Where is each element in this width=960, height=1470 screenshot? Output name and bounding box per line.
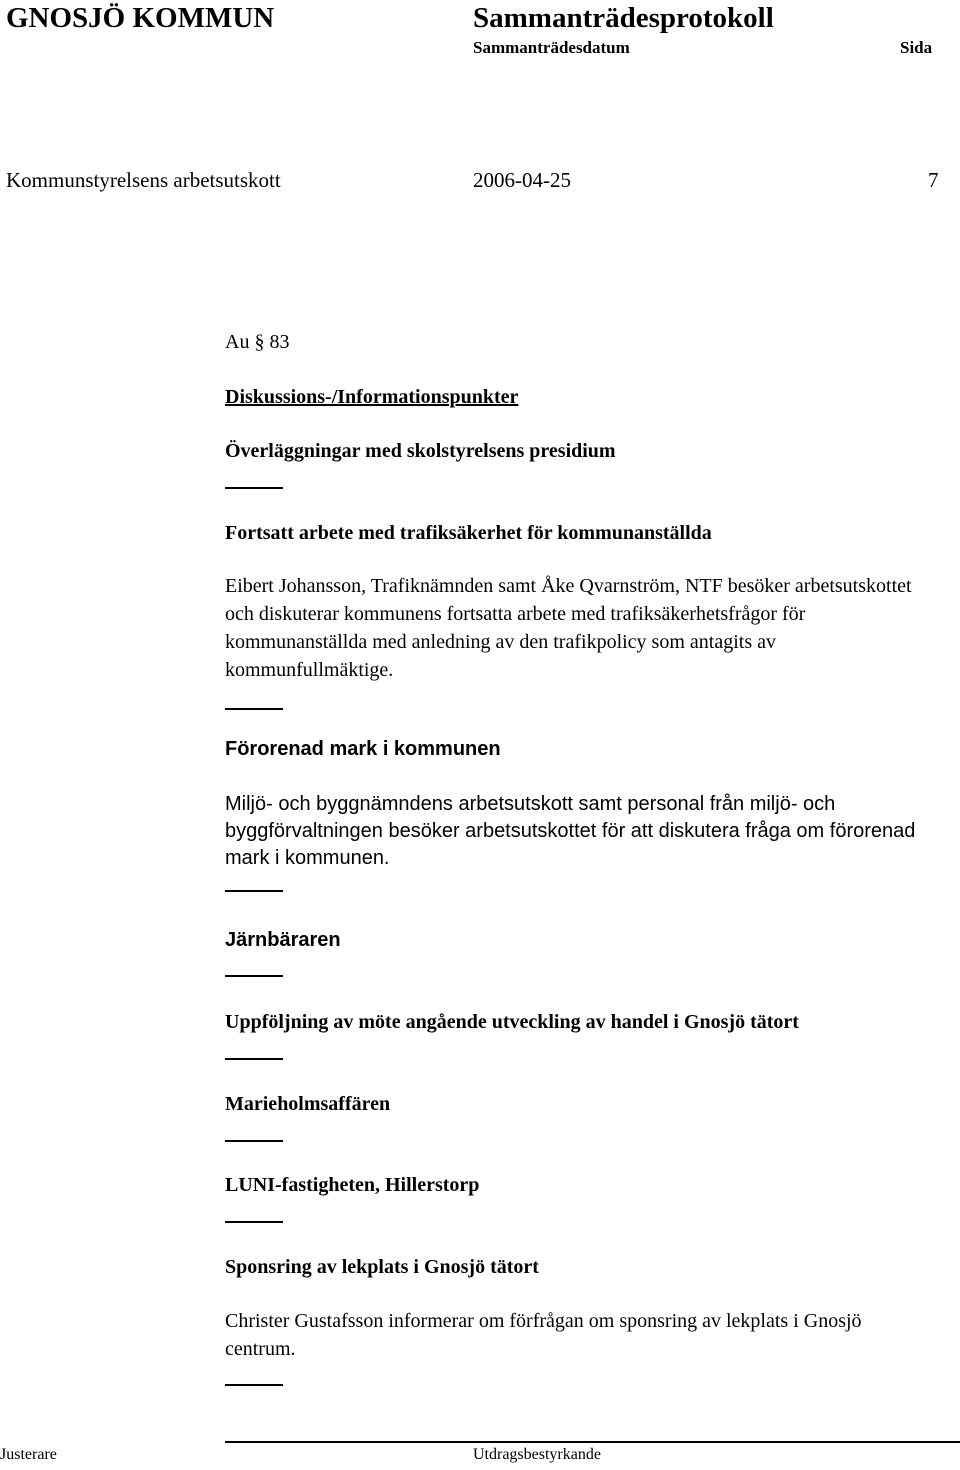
page-number: 7	[928, 168, 939, 192]
separator	[225, 487, 283, 489]
separator	[225, 708, 283, 710]
item-title: Överläggningar med skolstyrelsens presidium	[225, 440, 616, 462]
footer-divider	[225, 1441, 960, 1443]
item-title: Förorenad mark i kommunen	[225, 738, 501, 760]
separator	[225, 1221, 283, 1223]
separator	[225, 890, 283, 892]
separator	[225, 1140, 283, 1142]
organization-name: GNOSJÖ KOMMUN	[6, 2, 275, 34]
separator	[225, 1058, 283, 1060]
item-title: Fortsatt arbete med trafiksäkerhet för kommunanställda	[225, 522, 712, 544]
paragraph-reference: Au § 83	[225, 331, 290, 353]
item-text: Eibert Johansson, Trafiknämnden samt Åke Qvarnström, NTF besöker arbetsutskottet och diskuterar kommunens fortsatta arbete med trafiksäkerhetsfrågor för kommunanställda med anledning av den trafikpolicy som antagits av kommunfullmäktige.	[225, 575, 912, 681]
separator	[225, 1384, 283, 1386]
item-title: Marieholmsaffären	[225, 1093, 391, 1115]
date-label: Sammanträdesdatum	[473, 38, 630, 57]
footer-justerare-label: Justerare	[0, 1446, 57, 1463]
committee-name: Kommunstyrelsens arbetsutskott	[6, 168, 281, 192]
item-text: Miljö- och byggnämndens arbetsutskott samt personal från miljö- och byggförvaltningen besöker arbetsutskottet för att diskutera fråga om förorenad mark i kommunen.	[225, 793, 916, 869]
item-title: LUNI-fastigheten, Hillerstorp	[225, 1174, 480, 1196]
item-title: Uppföljning av möte angående utveckling av handel i Gnosjö tätort	[225, 1011, 799, 1033]
item-title: Järnbäraren	[225, 929, 341, 951]
section-heading: Diskussions-/Informationspunkter	[225, 386, 519, 408]
document-type: Sammanträdesprotokoll	[473, 2, 774, 34]
item-text: Christer Gustafsson informerar om förfrågan om sponsring av lekplats i Gnosjö centrum.	[225, 1310, 862, 1360]
item-title: Sponsring av lekplats i Gnosjö tätort	[225, 1256, 539, 1278]
footer-utdragsbestyrkande-label: Utdragsbestyrkande	[473, 1446, 601, 1463]
page-label: Sida	[900, 38, 933, 57]
separator	[225, 975, 283, 977]
meeting-date: 2006-04-25	[473, 168, 571, 192]
